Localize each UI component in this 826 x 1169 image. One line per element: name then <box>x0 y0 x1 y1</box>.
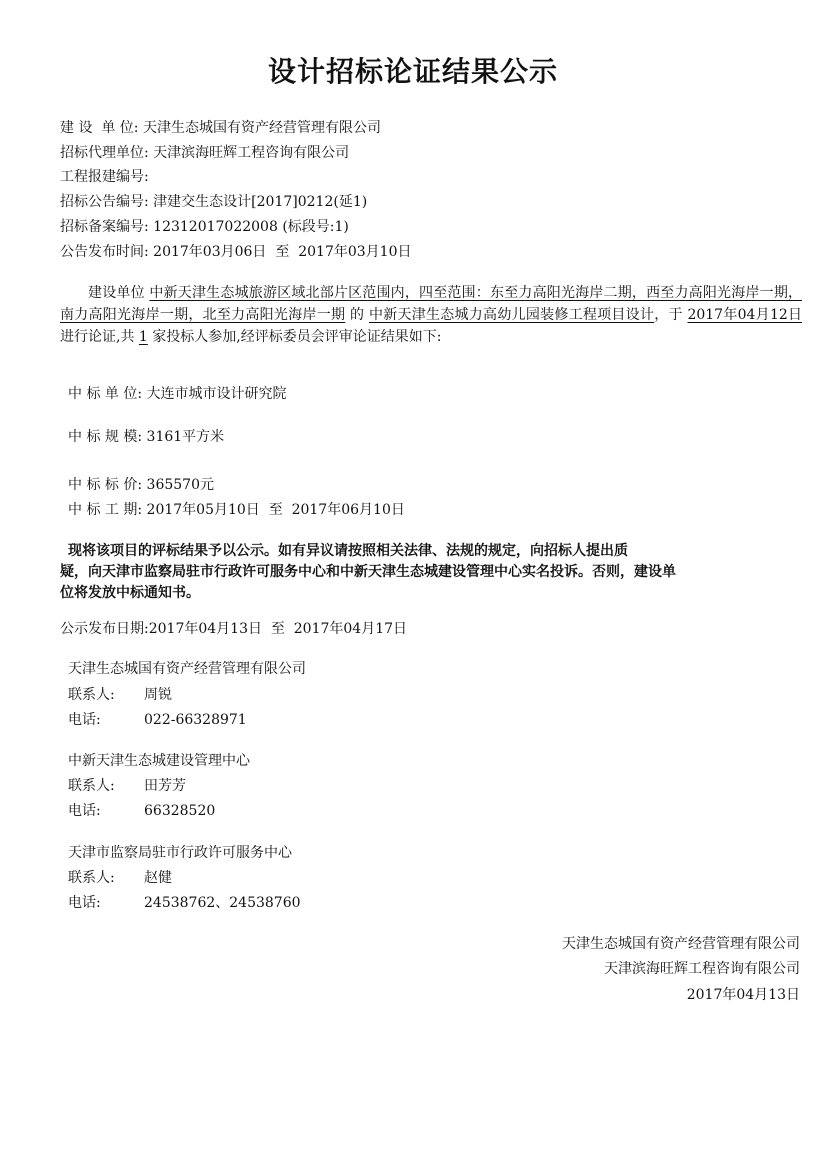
info-label: 招标公告编号: <box>60 194 149 210</box>
info-value: 天津滨海旺辉工程咨询有限公司 <box>153 145 350 161</box>
intro-count: 1 <box>138 329 148 345</box>
signature-org-owner: 天津生态城国有资产经营管理有限公司 <box>562 936 800 952</box>
notice-line: 现将该项目的评标结果予以公示。如有异议请按照相关法律、法规的规定，向招标人提出质 <box>68 543 628 559</box>
info-label: 工程报建编号: <box>60 169 149 185</box>
contact-phone: 022-66328971 <box>144 712 247 728</box>
result-row-price <box>68 474 214 494</box>
signature-org-agent: 天津滨海旺辉工程咨询有限公司 <box>604 961 800 977</box>
result-value: 2017年05月10日 至 2017年06月10日 <box>146 502 405 518</box>
result-row-scale <box>68 426 224 446</box>
info-value: 12312017022008 (标段号:1) <box>153 219 349 235</box>
result-value: 365570元 <box>146 477 214 493</box>
contact-phone: 66328520 <box>144 803 216 819</box>
contact-person: 赵健 <box>144 870 172 886</box>
intro-suffix: 家投标人参加,经评标委员会评审论证结果如下: <box>152 329 442 345</box>
contact-person-row <box>68 684 172 704</box>
info-row-notice-no <box>60 191 367 211</box>
contact-org: 中新天津生态城建设管理中心 <box>68 753 250 769</box>
result-label: 中 标 规 模: <box>68 429 143 445</box>
contact-person-label: 联系人: <box>68 687 115 703</box>
contact-phone-row <box>68 800 215 820</box>
contact-phone-label: 电话: <box>68 712 101 728</box>
intro-prefix: 建设单位 <box>88 285 145 301</box>
contact-phone-label: 电话: <box>68 895 101 911</box>
result-label: 中 标 标 价: <box>68 477 143 493</box>
info-value: 2017年03月06日 至 2017年03月10日 <box>153 244 412 260</box>
intro-paragraph <box>60 282 802 348</box>
intro-of: 的 <box>349 307 365 323</box>
contact-org: 天津市监察局驻市行政许可服务中心 <box>68 845 292 861</box>
publish-date: 公示发布日期:2017年04月13日 至 2017年04月17日 <box>60 621 408 637</box>
info-label: 公告发布时间: <box>60 244 149 260</box>
result-value: 大连市城市设计研究院 <box>146 386 287 402</box>
info-label: 建 设 单 位: <box>60 120 139 136</box>
result-row-winner <box>68 383 287 403</box>
intro-in: ，于 <box>654 307 683 323</box>
intro-date: 2017年04月12日 <box>687 307 803 323</box>
contact-person-label: 联系人: <box>68 870 115 886</box>
contact-phone-row <box>68 709 247 729</box>
contact-person-row <box>68 867 172 887</box>
info-label: 招标代理单位: <box>60 145 149 161</box>
contact-person-label: 联系人: <box>68 778 115 794</box>
contact-phone-row <box>68 892 301 912</box>
contact-phone-label: 电话: <box>68 803 101 819</box>
intro-project: 中新天津生态城力高幼儿园装修工程项目设计 <box>368 307 655 323</box>
info-row-notice-time <box>60 241 412 261</box>
info-value: 天津生态城国有资产经营管理有限公司 <box>142 120 381 136</box>
result-row-period <box>68 499 405 519</box>
info-row-report-no <box>60 166 149 186</box>
info-row-record-no <box>60 216 349 236</box>
intro-unit: 中新天津生态城旅游区域北部片区范围内，四至范围：东至力高阳光海岸二期，西至力高阳光海岸一期，南力高阳光海岸一期，北至力高阳光海岸一期 <box>60 285 803 323</box>
intro-mid: 进行论证,共 <box>60 329 135 345</box>
info-label: 招标备案编号: <box>60 219 149 235</box>
notice-line: 位将发放中标通知书。 <box>60 585 200 601</box>
info-value: 津建交生态设计[2017]0212(延1) <box>153 194 368 210</box>
page-title: 设计招标论证结果公示 <box>267 55 558 88</box>
signature-date: 2017年04月13日 <box>686 987 800 1003</box>
contact-person: 周锐 <box>144 687 172 703</box>
info-row-owner <box>60 117 381 137</box>
result-label: 中 标 工 期: <box>68 502 143 518</box>
contact-org: 天津生态城国有资产经营管理有限公司 <box>68 661 306 677</box>
result-label: 中 标 单 位: <box>68 386 143 402</box>
contact-person-row <box>68 775 186 795</box>
contact-person: 田芳芳 <box>144 778 186 794</box>
info-row-agent <box>60 142 349 162</box>
result-value: 3161平方米 <box>146 429 225 445</box>
contact-phone: 24538762、24538760 <box>144 895 301 911</box>
notice-line: 疑，向天津市监察局驻市行政许可服务中心和中新天津生态城建设管理中心实名投诉。否则，建设单 <box>60 564 676 580</box>
